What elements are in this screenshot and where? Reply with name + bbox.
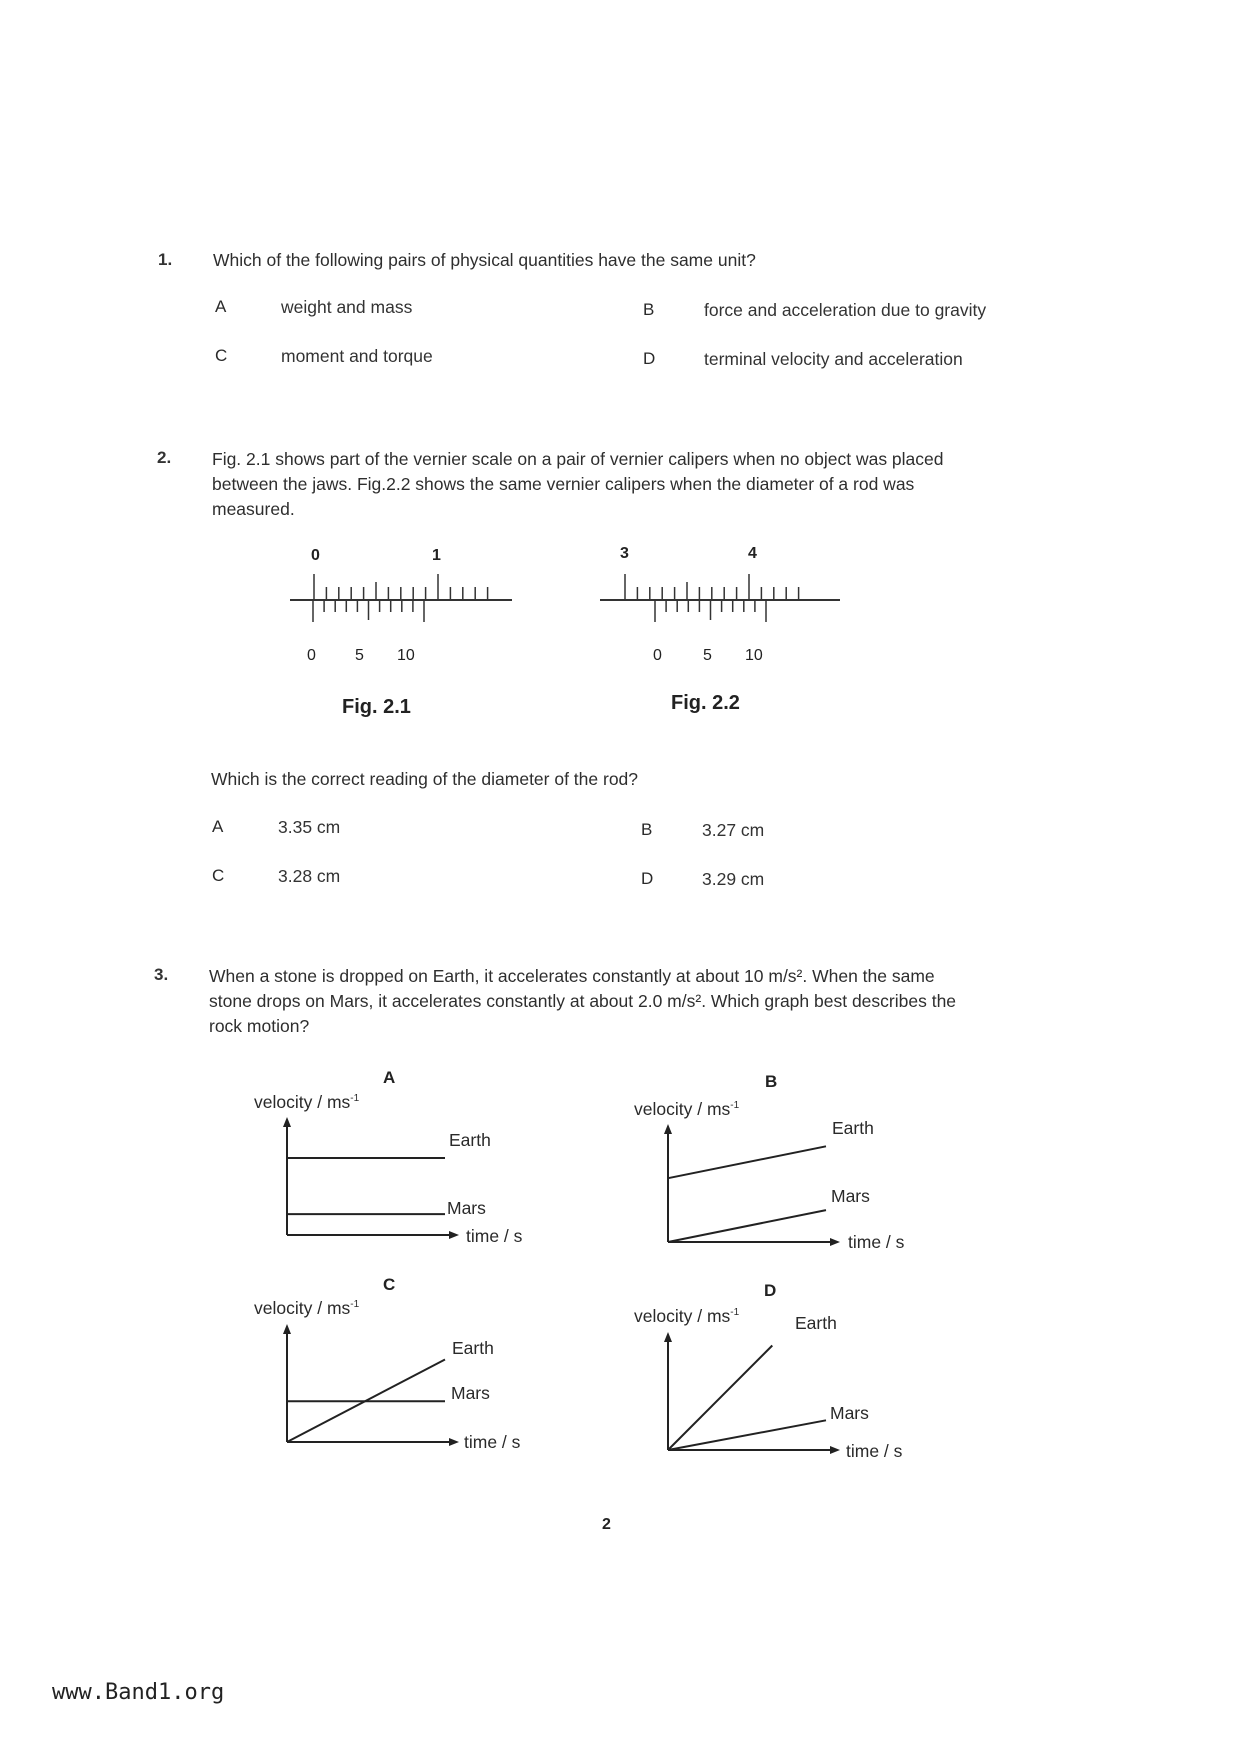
watermark-link[interactable]: www.Band1.org (52, 1680, 225, 1705)
y-axis-arrow-icon (283, 1324, 291, 1334)
earth-line (668, 1146, 826, 1178)
question-number: 1. (158, 250, 173, 269)
mars-label: Mars (831, 1186, 870, 1206)
earth-label: Earth (452, 1338, 494, 1358)
graph-letter: D (764, 1281, 777, 1300)
graph-d-plot (661, 1330, 841, 1460)
page-number: 2 (602, 1516, 611, 1533)
vernier-scale-label: 0 (653, 647, 662, 664)
question-text-line-1: When a stone is dropped on Earth, it accelerates constantly at about 10 m/s². When the same (209, 966, 935, 986)
question-text: Which of the following pairs of physical quantities have the same unit? (213, 250, 756, 270)
vernier-scale-label: 0 (307, 647, 316, 664)
question-text-line-1: Fig. 2.1 shows part of the vernier scale on a pair of vernier calipers when no object was placed (212, 449, 944, 469)
x-axis-arrow-icon (830, 1238, 840, 1246)
main-scale-label: 4 (748, 545, 757, 562)
mars-label: Mars (447, 1198, 486, 1218)
question-text-line-2: stone drops on Mars, it accelerates constantly at about 2.0 m/s². Which graph best describes the (209, 991, 957, 1011)
main-scale-label: 0 (311, 547, 320, 564)
option-text-c: 3.28 cm (278, 866, 341, 886)
option-letter-a: A (215, 297, 227, 316)
xaxis-label: time / s (464, 1432, 521, 1452)
option-letter-d: D (641, 869, 654, 888)
question-number: 2. (157, 448, 172, 467)
graph-c-plot (280, 1322, 460, 1452)
vernier-scale-label: 10 (397, 647, 415, 664)
mars-line (668, 1210, 826, 1242)
xaxis-label: time / s (466, 1226, 523, 1246)
option-text-c: moment and torque (281, 346, 433, 366)
xaxis-label: time / s (846, 1441, 903, 1461)
option-letter-b: B (643, 300, 655, 319)
option-text-b: 3.27 cm (702, 820, 765, 840)
option-text-d: terminal velocity and acceleration (704, 349, 963, 369)
xaxis-label: time / s (848, 1232, 905, 1252)
vernier-scale-drawing (290, 570, 520, 630)
y-axis-arrow-icon (664, 1332, 672, 1342)
mars-label: Mars (451, 1383, 490, 1403)
question-text-line-2: between the jaws. Fig.2.2 shows the same vernier calipers when the diameter of a rod was (212, 474, 915, 494)
option-letter-d: D (643, 349, 656, 368)
vernier-scale-label: 5 (703, 647, 712, 664)
sub-question-text: Which is the correct reading of the diameter of the rod? (211, 769, 639, 789)
option-text-d: 3.29 cm (702, 869, 765, 889)
option-text-a: weight and mass (281, 297, 413, 317)
graph-letter: B (765, 1072, 778, 1091)
question-text-line-3: measured. (212, 499, 295, 519)
graph-ylabel: velocity / $ms^{-1}$ (254, 1298, 360, 1318)
question-text-line-3: rock motion? (209, 1016, 310, 1036)
vernier-scale-drawing (600, 570, 845, 630)
y-axis-arrow-icon (664, 1124, 672, 1134)
mars-line (668, 1420, 826, 1450)
x-axis-arrow-icon (449, 1231, 459, 1239)
graph-a-plot (280, 1115, 460, 1245)
vernier-scale-label: 10 (745, 647, 763, 664)
main-scale-label: 3 (620, 545, 629, 562)
main-scale-label: 1 (432, 547, 441, 564)
x-axis-arrow-icon (449, 1438, 459, 1446)
graph-b-plot (661, 1122, 841, 1252)
mars-label: Mars (830, 1403, 869, 1423)
graph-ylabel: velocity / $ms^{-1}$ (634, 1306, 740, 1326)
question-number: 3. (154, 965, 169, 984)
y-axis-arrow-icon (283, 1117, 291, 1127)
earth-label: Earth (795, 1313, 837, 1333)
figure-caption: Fig. 2.1 (342, 696, 411, 718)
option-text-b: force and acceleration due to gravity (704, 300, 987, 320)
option-text-a: 3.35 cm (278, 817, 341, 837)
figure-caption: Fig. 2.2 (671, 692, 740, 714)
x-axis-arrow-icon (830, 1446, 840, 1454)
graph-letter: A (383, 1068, 396, 1087)
option-letter-c: C (215, 346, 228, 365)
graph-ylabel: velocity / $ms^{-1}$ (634, 1099, 740, 1119)
earth-label: Earth (449, 1130, 491, 1150)
option-letter-a: A (212, 817, 224, 836)
vernier-scale-label: 5 (355, 647, 364, 664)
graph-ylabel: velocity / $ms^{-1}$ (254, 1092, 360, 1112)
graph-letter: C (383, 1275, 396, 1294)
option-letter-b: B (641, 820, 653, 839)
earth-label: Earth (832, 1118, 874, 1138)
option-letter-c: C (212, 866, 225, 885)
